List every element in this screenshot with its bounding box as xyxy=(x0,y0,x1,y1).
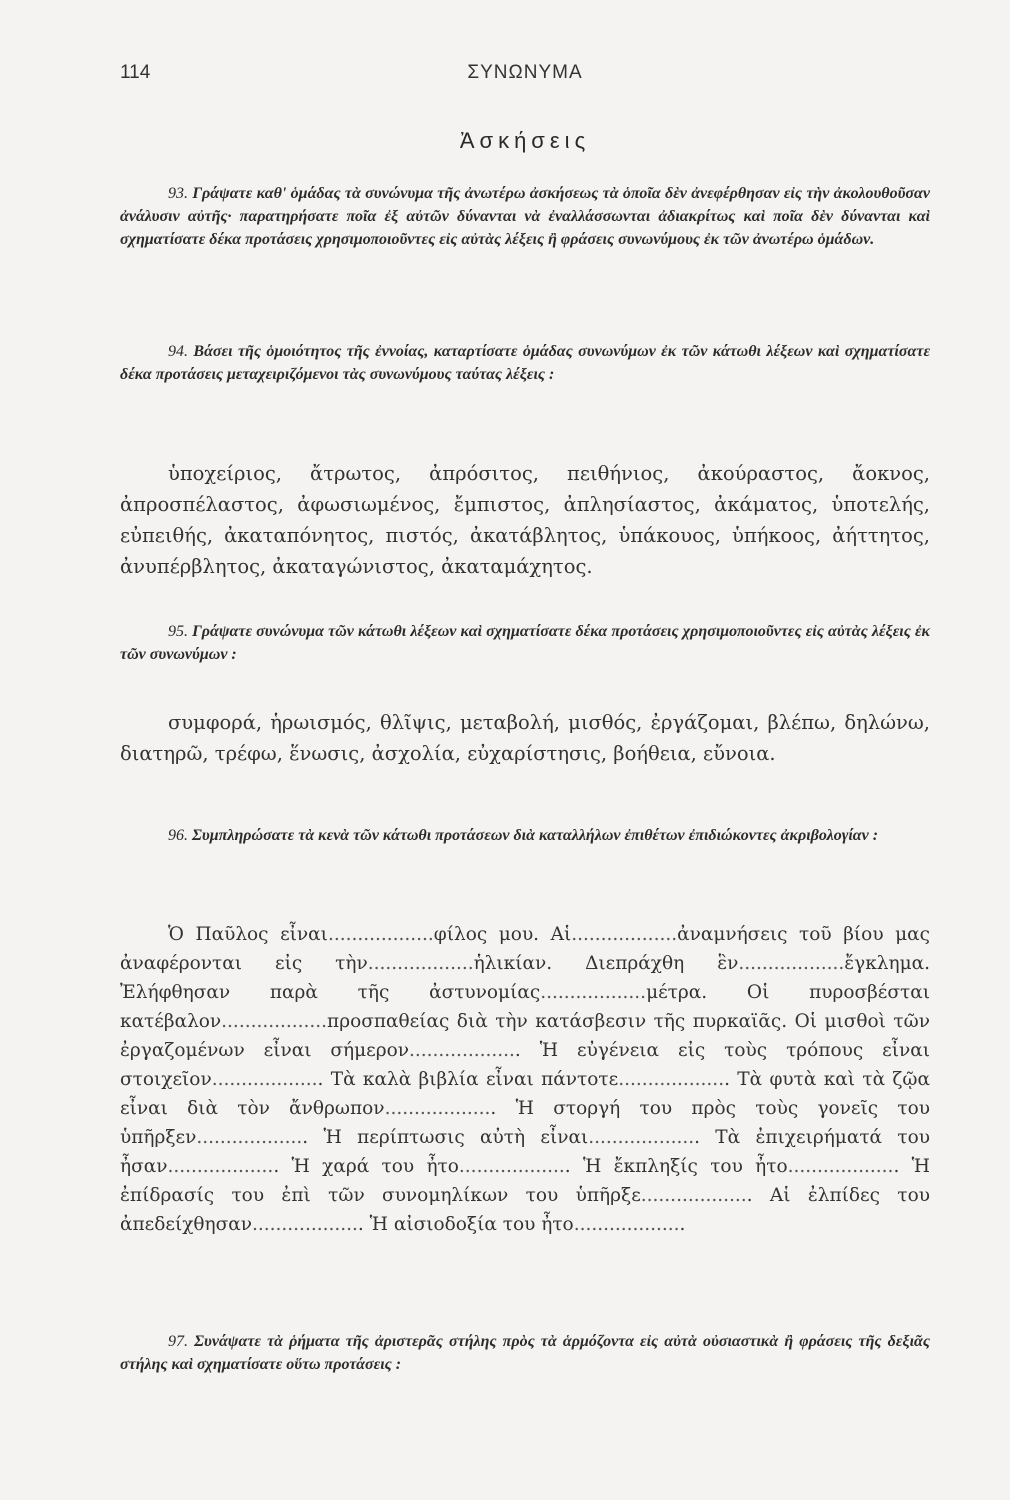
fill-text-segment: φίλος μου. Αἱ xyxy=(433,924,572,945)
exercise-text: Γράψατε συνώνυμα τῶν κάτωθι λέξεων καὶ σχηματίσατε δέκα προτάσεις χρησιμοποιοῦντες εἰς αὐτὰς λέξεις ἐκ τῶν συνωνύμων : xyxy=(120,623,930,663)
exercise-text: Συμπληρώσατε τὰ κενὰ τῶν κάτωθι προτάσεων διὰ καταλλήλων ἐπιθέτων ἐπιδιώκοντες ἀκριβολογίαν : xyxy=(192,827,879,844)
fill-text-segment: . Τὰ ἐπιχειρήματά του ἦσαν xyxy=(120,1127,930,1177)
fill-blank[interactable]: .................. xyxy=(167,1156,274,1177)
exercise-94-word-list: ὑποχείριος, ἄτρωτος, ἀπρόσιτος, πειθήνιος, ἀκούραστος, ἄοκνος, ἀπροσπέλαστος, ἀφωσιωμένος, ἔμπιστος, ἀπλησίαστος, ἀκάματος, ὑποτελής, εὐπειθής, ἀκαταπόνητος, πιστός, ἀκατάβλητος, ὑπάκουος, ὑπήκοος, ἀήττητος, ἀνυπέρβλητος, ἀκαταγώνιστος, ἀκαταμάχητος. xyxy=(120,462,930,578)
fill-blank[interactable]: .................. xyxy=(640,1185,747,1206)
fill-blank[interactable]: .................. xyxy=(571,924,678,945)
fill-text-segment: . xyxy=(679,1214,686,1235)
fill-text-segment: . Ἡ ἔκπληξίς του ἦτο xyxy=(564,1156,788,1177)
exercise-text: Βάσει τῆς ὁμοιότητος τῆς ἐννοίας, καταρτίσατε ὁμάδας συνωνύμων ἐκ τῶν κάτωθι λέξεων καὶ σχηματίσατε δέκα προτάσεις μεταχειριζόμενοι τὰς συνωνύμους ταύτας λέξεις : xyxy=(120,343,931,383)
fill-blank[interactable]: .................. xyxy=(787,1156,894,1177)
exercise-number: 95. xyxy=(168,623,188,640)
exercise-93-instructions xyxy=(120,182,930,251)
exercise-97-instructions xyxy=(120,1330,930,1376)
exercise-text: Γράψατε καθ' ὁμάδας τὰ συνώνυμα τῆς ἀνωτέρω ἀσκήσεως τὰ ὁποῖα δὲν ἀνεφέρθησαν εἰς τὴν ἀκολουθοῦσαν ἀνάλυσιν αὐτῆς· παρατηρήσατε ποῖα ἐξ αὐτῶν δύνανται νὰ ἐναλλάσσωνται ἀδιακρίτως καὶ ποῖα δὲν δύνανται καὶ σχηματίσατε δέκα προτάσεις χρησιμοποιοῦντες εἰς αὐτὰς λέξεις ἢ φράσεις συνωνύμους ἐκ τῶν ἀνωτέρω ὁμάδων. xyxy=(120,185,931,248)
fill-text-segment: μέτρα. Οἱ πυροσβέσται κατέβαλον xyxy=(120,982,931,1032)
fill-text-segment: . Τὰ φυτὰ καὶ τὰ ζῷα εἶναι διὰ τὸν ἄνθρωπον xyxy=(120,1069,930,1119)
exercise-number: 97. xyxy=(168,1333,188,1350)
fill-blank[interactable]: .................. xyxy=(588,1127,695,1148)
fill-text-segment: προσπαθείας διὰ τὴν κατάσβεσιν τῆς πυρκαϊᾶς. Οἱ μισθοὶ τῶν ἐργαζομένων εἶναι σήμερον xyxy=(120,1011,930,1061)
exercise-96-instructions xyxy=(120,824,930,847)
fill-text-segment: . Ἡ περίπτωσις αὐτὴ εἶναι xyxy=(302,1127,589,1148)
section-title: Ἀσκήσεις xyxy=(459,128,591,153)
exercise-number: 94. xyxy=(168,343,188,360)
fill-text-segment: Ὁ Παῦλος εἶναι xyxy=(168,924,328,945)
exercise-94-instructions xyxy=(120,340,930,386)
running-title: ΣΥΝΩΝΥΜΑ xyxy=(467,62,583,83)
fill-text-segment: . Ἡ στοργή του πρὸς τοὺς γονεῖς του ὑπῆρξεν xyxy=(120,1098,931,1148)
fill-blank[interactable]: .................. xyxy=(384,1098,491,1119)
fill-text-segment: ἀναμνήσεις τοῦ βίου μας ἀναφέρονται εἰς τὴν xyxy=(120,924,930,974)
fill-blank[interactable]: .................. xyxy=(409,1040,515,1061)
fill-text-segment: . Αἱ ἐλπίδες του ἀπεδείχθησαν xyxy=(120,1185,930,1235)
fill-blank[interactable]: .................. xyxy=(738,953,845,974)
fill-text-segment: ἔγκλημα. Ἐλήφθησαν παρὰ τῆς ἀστυνομίας xyxy=(120,953,930,1003)
fill-blank[interactable]: .................. xyxy=(196,1127,303,1148)
fill-blank[interactable]: .................. xyxy=(540,982,647,1003)
exercise-95-word-list: συμφορά, ἡρωισμός, θλῖψις, μεταβολή, μισθός, ἐργάζομαι, βλέπω, δηλώνω, διατηρῶ, τρέφω, ἕνωσις, ἀσχολία, εὐχαρίστησις, βοήθεια, εὔνοια. xyxy=(120,711,930,765)
fill-text-segment: . Τὰ καλὰ βιβλία εἶναι πάντοτε xyxy=(317,1069,619,1090)
exercise-text: Συνάψατε τὰ ῥήματα τῆς ἀριστερᾶς στήλης πρὸς τὰ ἁρμόζοντα εἰς αὐτὰ οὐσιαστικὰ ἢ φράσεις τῆς δεξιᾶς στήλης καὶ σχηματίσατε οὕτω προτάσεις : xyxy=(120,1333,931,1373)
fill-blank[interactable]: .................. xyxy=(211,1069,318,1090)
exercise-number: 93. xyxy=(168,185,188,202)
exercise-95-instructions xyxy=(120,620,930,666)
fill-blank[interactable]: .................. xyxy=(252,1214,358,1235)
fill-blank[interactable]: .................. xyxy=(458,1156,565,1177)
fill-text-segment: . Ἡ χαρά του ἦτο xyxy=(273,1156,459,1177)
exercise-96-fill-in-paragraph xyxy=(120,920,930,1239)
page-number: 114 xyxy=(120,62,151,83)
page-header xyxy=(120,62,930,92)
exercise-number: 96. xyxy=(168,827,188,844)
fill-blank[interactable]: .................. xyxy=(367,953,474,974)
fill-blank[interactable]: .................. xyxy=(221,1011,328,1032)
fill-text-segment: . Ἡ αἰσιοδοξία του ἦτο xyxy=(357,1214,574,1235)
fill-text-segment: ἡλικίαν. Διεπράχθη ἓν xyxy=(473,953,739,974)
fill-blank[interactable]: .................. xyxy=(573,1214,680,1235)
fill-blank[interactable]: .................. xyxy=(618,1069,725,1090)
fill-text-segment: . Ἡ ἐπίδρασίς του ἐπὶ τῶν συνομηλίκων του ὑπῆρξε xyxy=(120,1156,930,1206)
fill-text-segment: . Ἡ εὐγένεια εἰς τοὺς τρόπους εἶναι στοιχεῖον xyxy=(120,1040,930,1090)
fill-blank[interactable]: .................. xyxy=(327,924,434,945)
